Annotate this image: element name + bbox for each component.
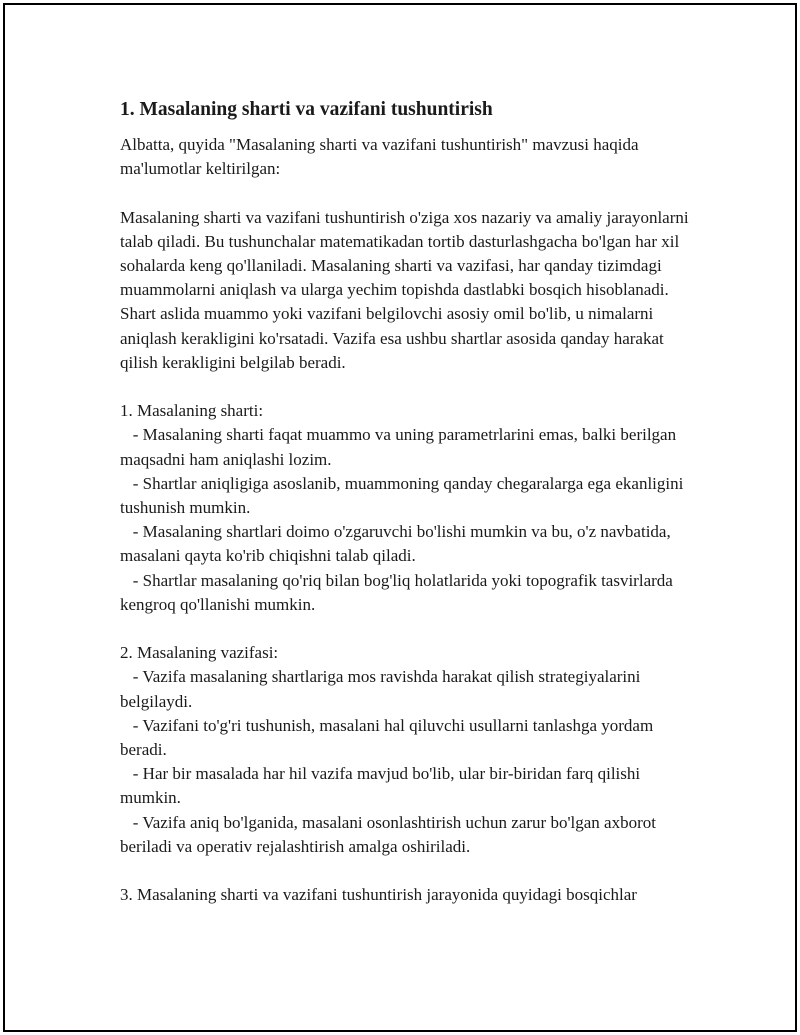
section-1-heading: 1. Masalaning sharti: <box>120 401 264 421</box>
section-1-item: - Shartlar aniqligiga asoslanib, muammoning qanday chegaralarga ega ekanligini tushunish mumkin. <box>120 473 688 518</box>
document-title: 1. Masalaning sharti va vazifani tushuntirish <box>120 99 493 120</box>
paragraph-gap <box>120 375 700 399</box>
section-3-heading: 3. Masalaning sharti va vazifani tushuntirish jarayonida quyidagi bosqichlar <box>120 885 637 905</box>
intro-paragraph: Albatta, quyida "Masalaning sharti va vazifani tushuntirish" mavzusi haqida ma'lumotlar keltirilgan: <box>120 135 639 179</box>
section-2-item: - Vazifa aniq bo'lganida, masalani osonlashtirish uchun zarur bo'lgan axborot beriladi va operativ rejalashtirish amalga oshiriladi. <box>120 812 661 856</box>
section-1-item: - Masalaning shartlari doimo o'zgaruvchi bo'lishi mumkin va bu, o'z navbatida, masalani qayta ko'rib chiqishni talab qiladi. <box>120 522 675 566</box>
section-2-item: - Har bir masalada har hil vazifa mavjud bo'lib, ular bir-biridan farq qilishi mumkin. <box>120 764 645 808</box>
paragraph-gap <box>120 859 700 883</box>
section-2-item: - Vazifani to'g'ri tushunish, masalani hal qiluvchi usullarni tanlashga yordam beradi. <box>120 715 658 760</box>
paragraph-gap <box>120 181 700 205</box>
paragraph-gap <box>120 617 700 641</box>
section-1-item: - Masalaning sharti faqat muammo va uning parametrlarini emas, balki berilgan maqsadni ham aniqlashi lozim. <box>120 425 681 469</box>
section-1-item: - Shartlar masalaning qo'riq bilan bog'liq holatlarida yoki topografik tasvirlarda kengroq qo'llanishi mumkin. <box>120 570 678 614</box>
body-paragraph: Masalaning sharti va vazifani tushuntirish o'ziga xos nazariy va amaliy jarayonlarni talab qiladi. Bu tushunchalar matematikadan tortib dasturlashgacha bo'lgan har xil sohalarda keng qo'llaniladi. Masalaning sharti va vazifasi, har qanday tizimdagi muammolarni aniqlash va ularga yechim topishda dastlabki bosqich hisoblanadi. Shart aslida muammo yoki vazifani belgilovchi asosiy omil bo'lib, u nimalarni aniqlash kerakligini ko'rsatadi. Vazifa esa ushbu shartlar asosida qanday harakat qilish kerakligini belgilab beradi. <box>120 207 689 372</box>
document-content <box>120 97 700 907</box>
document-page <box>3 3 797 1032</box>
section-2-heading: 2. Masalaning vazifasi: <box>120 643 279 663</box>
section-2-item: - Vazifa masalaning shartlariga mos ravishda harakat qilish strategiyalarini belgilaydi. <box>120 667 645 711</box>
